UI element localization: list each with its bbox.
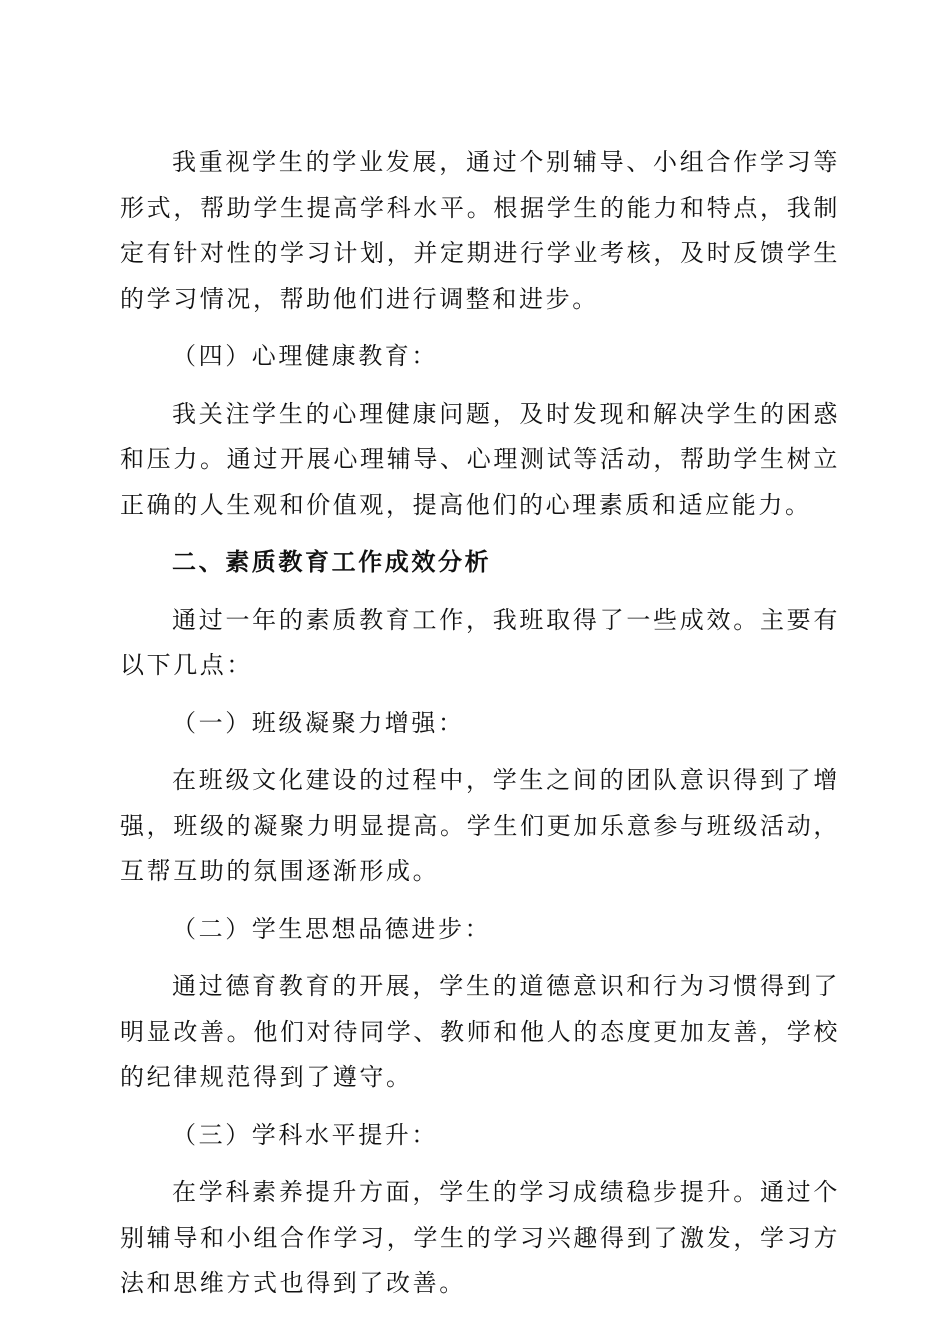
section-heading-results-analysis: 二、素质教育工作成效分析	[172, 548, 492, 576]
paragraph-academic-development: 我重视学生的学业发展，通过个别辅导、小组合作学习等形式，帮助学生提高学科水平。根据学生的能力和特点，我制定有针对性的学习计划，并定期进行学业考核，及时反馈学生的学习情况，帮助他们进行调整和进步。	[120, 148, 840, 313]
document-page	[120, 140, 840, 1307]
paragraph-moral-progress: 通过德育教育的开展，学生的道德意识和行为习惯得到了明显改善。他们对待同学、教师和他人的态度更加友善，学校的纪律规范得到了遵守。	[120, 972, 840, 1091]
subheading-moral-progress: （二）学生思想品德进步：	[172, 914, 492, 943]
paragraph-results-intro: 通过一年的素质教育工作，我班取得了一些成效。主要有以下几点：	[120, 605, 840, 679]
subheading-mental-health: （四）心理健康教育：	[172, 342, 438, 370]
paragraph-academic-improvement: 在学科素养提升方面，学生的学习成绩稳步提升。通过个别辅导和小组合作学习，学生的学习兴趣得到了激发，学习方法和思维方式也得到了改善。	[120, 1178, 840, 1297]
subheading-class-cohesion: （一）班级凝聚力增强：	[172, 708, 465, 737]
subheading-academic-improvement: （三）学科水平提升：	[172, 1120, 438, 1149]
paragraph-class-cohesion: 在班级文化建设的过程中，学生之间的团队意识得到了增强，班级的凝聚力明显提高。学生们更加乐意参与班级活动，互帮互助的氛围逐渐形成。	[120, 766, 840, 885]
paragraph-mental-health: 我关注学生的心理健康问题，及时发现和解决学生的困惑和压力。通过开展心理辅导、心理测试等活动，帮助学生树立正确的人生观和价值观，提高他们的心理素质和适应能力。	[120, 399, 840, 519]
